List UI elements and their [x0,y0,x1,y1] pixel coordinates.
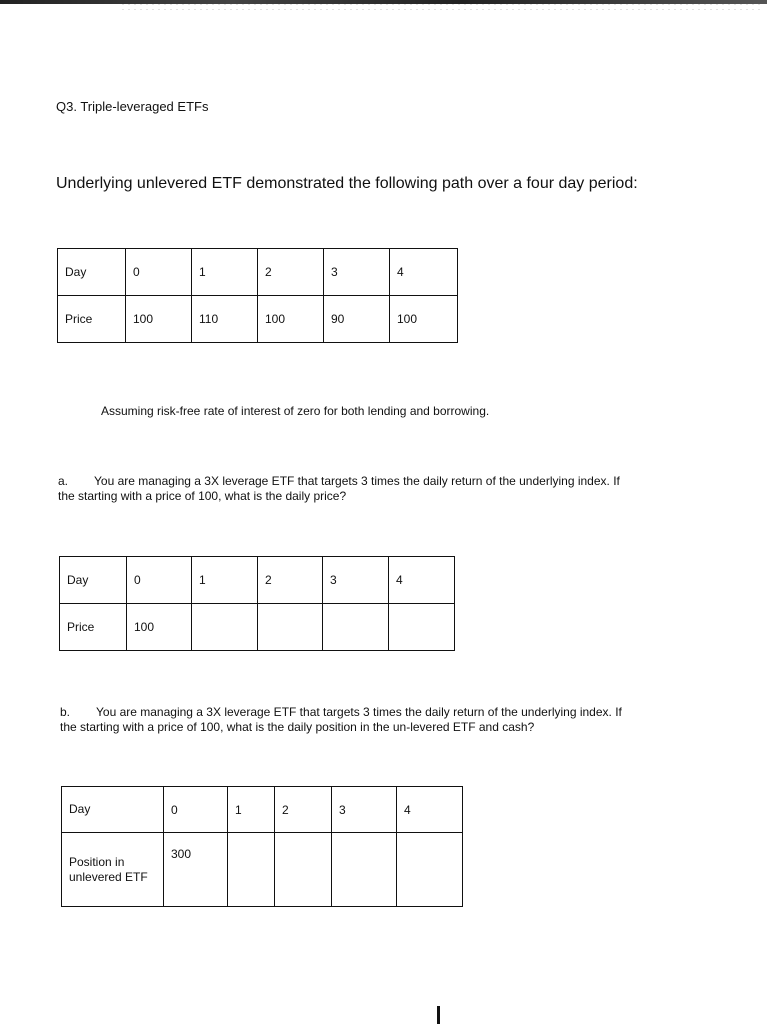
table-cell: 100 [126,296,192,343]
question-title: Q3. Triple-leveraged ETFs [56,99,209,114]
table-cell: 110 [192,296,258,343]
part-a-label: a. [58,474,69,488]
table-row [58,249,458,296]
table-cell: 1 [192,557,258,604]
table-cell: 0 [126,249,192,296]
blank-answer-cell[interactable] [323,604,389,651]
table-row [60,557,455,604]
table-cell: 3 [332,787,397,833]
part-a-line2: the starting with a price of 100, what is the daily price? [58,489,347,503]
table-row [58,296,458,343]
blank-answer-cell[interactable] [275,833,332,907]
blank-answer-cell[interactable] [192,604,258,651]
part-b-line1: You are managing a 3X leverage ETF that targets 3 times the daily return of the underlying index. If [96,705,622,719]
table-cell: 4 [397,787,463,833]
part-b-line2: the starting with a price of 100, what is the daily position in the un-levered ETF and cash? [60,720,535,734]
scan-mark [437,1006,440,1024]
table-cell: 100 [127,604,192,651]
table-cell: Price [60,604,127,651]
table-cell: 4 [389,557,455,604]
table-cell: 2 [258,557,323,604]
table-row [62,787,463,833]
table-cell: Day [58,249,126,296]
blank-answer-cell[interactable] [228,833,275,907]
blank-answer-cell[interactable] [389,604,455,651]
table-cell: 4 [390,249,458,296]
leveraged-price-table [59,556,455,651]
scan-noise [120,2,760,12]
position-table [61,786,463,907]
blank-answer-cell[interactable] [332,833,397,907]
table-cell: 90 [324,296,390,343]
blank-answer-cell[interactable] [258,604,323,651]
table-cell: 1 [228,787,275,833]
table-cell: 100 [390,296,458,343]
part-a-question [58,474,698,504]
table-row [60,604,455,651]
table-cell: 2 [258,249,324,296]
table-cell: 0 [164,787,228,833]
table-cell: 300 [164,833,228,907]
row-label-cell [62,833,164,907]
blank-answer-cell[interactable] [397,833,463,907]
table-cell: 3 [324,249,390,296]
row-label-line2: unlevered ETF [69,869,148,884]
table-cell: 1 [192,249,258,296]
table-cell: Day [62,787,164,833]
table-cell: 2 [275,787,332,833]
table-cell: Price [58,296,126,343]
table-cell: 100 [258,296,324,343]
table-cell: 3 [323,557,389,604]
part-b-label: b. [60,705,71,719]
underlying-price-table [57,248,458,343]
part-b-question [60,705,700,735]
row-label-line1: Position in [69,854,125,869]
table-row [62,833,463,907]
assumption-text: Assuming risk-free rate of interest of zero for both lending and borrowing. [101,404,490,418]
intro-text: Underlying unlevered ETF demonstrated the following path over a four day period: [56,175,638,192]
part-a-line1: You are managing a 3X leverage ETF that targets 3 times the daily return of the underlying index. If [94,474,620,488]
table-cell: Day [60,557,127,604]
table-cell: 0 [127,557,192,604]
